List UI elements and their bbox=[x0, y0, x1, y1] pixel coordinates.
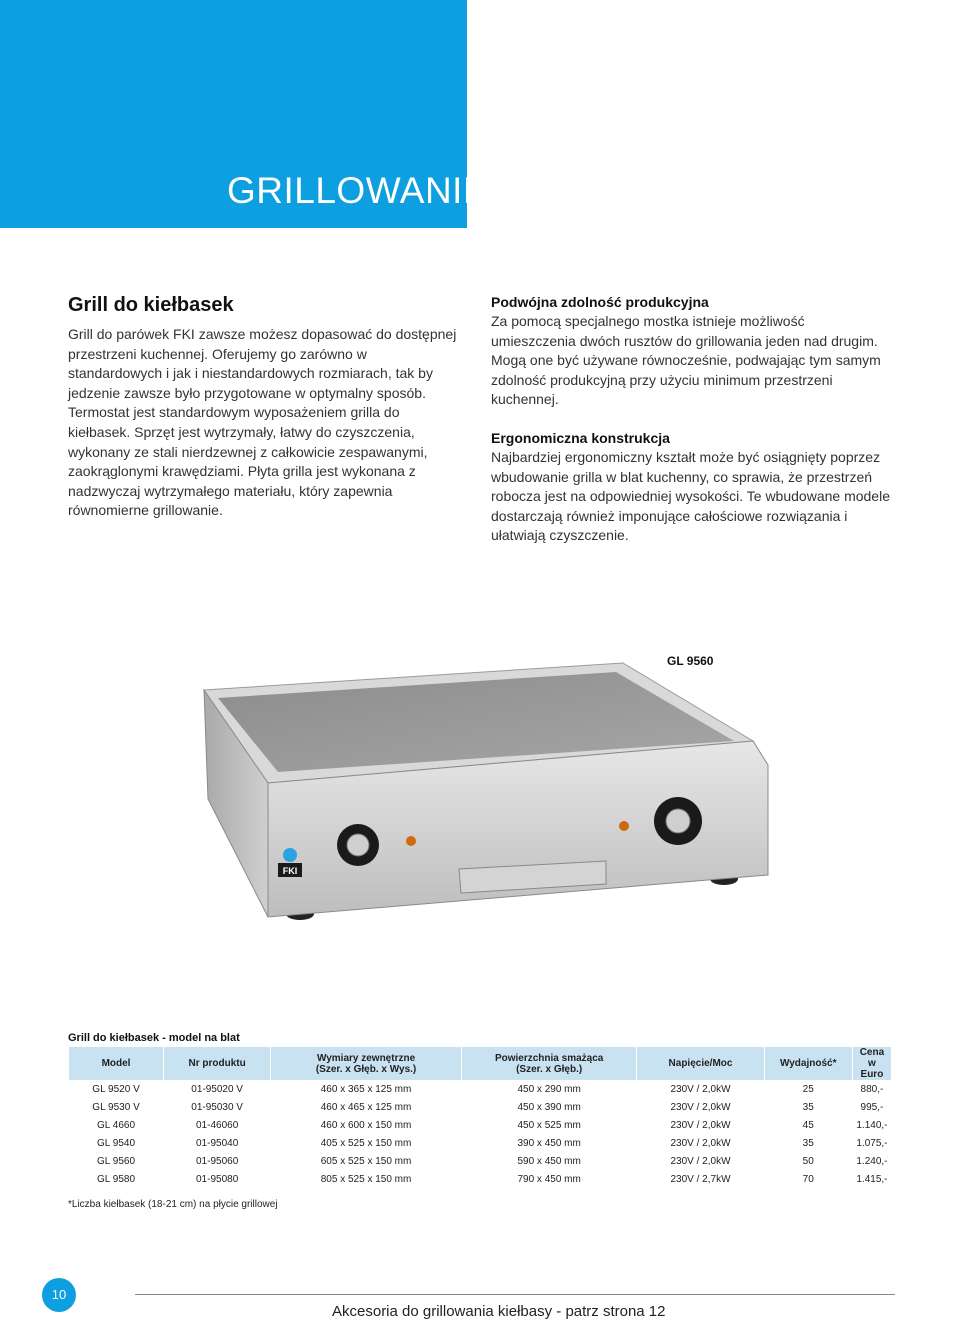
cell-voltage: 230V / 2,0kW bbox=[637, 1153, 764, 1171]
table-footnote: *Liczba kiełbasek (18-21 cm) na płycie grillowej bbox=[68, 1199, 278, 1210]
indicator-light bbox=[406, 836, 416, 846]
cell-nr: 01-95040 bbox=[164, 1135, 271, 1153]
cell-price: 995,- bbox=[852, 1099, 891, 1117]
fki-logo-icon bbox=[283, 848, 297, 862]
cell-price: 1.140,- bbox=[852, 1117, 891, 1135]
product-image bbox=[168, 655, 788, 945]
cell-model: GL 9560 bbox=[69, 1153, 164, 1171]
table-caption: Grill do kiełbasek - model na blat bbox=[68, 1032, 240, 1044]
col-header-model: Model bbox=[69, 1047, 164, 1081]
col-header-surface bbox=[461, 1047, 637, 1081]
footer-divider bbox=[135, 1294, 895, 1295]
cell-model: GL 9540 bbox=[69, 1135, 164, 1153]
col-header-capacity: Wydajność* bbox=[764, 1047, 852, 1081]
cell-model: GL 9520 V bbox=[69, 1081, 164, 1099]
table-header-row bbox=[69, 1047, 892, 1081]
cell-price: 880,- bbox=[852, 1081, 891, 1099]
cell-capacity: 25 bbox=[764, 1081, 852, 1099]
cell-price: 1.075,- bbox=[852, 1135, 891, 1153]
spec-table bbox=[68, 1046, 892, 1189]
table-row bbox=[69, 1099, 892, 1117]
cell-voltage: 230V / 2,0kW bbox=[637, 1135, 764, 1153]
product-model-label: GL 9560 bbox=[667, 654, 714, 668]
page-number: 10 bbox=[42, 1278, 76, 1312]
col-header-nr: Nr produktu bbox=[164, 1047, 271, 1081]
col-header-dims-line1: Wymiary zewnętrzne bbox=[316, 1052, 416, 1064]
cell-dims: 460 x 465 x 125 mm bbox=[271, 1099, 462, 1117]
cell-surface: 450 x 390 mm bbox=[461, 1099, 637, 1117]
features-column bbox=[491, 294, 891, 546]
cell-surface: 590 x 450 mm bbox=[461, 1153, 637, 1171]
table-row bbox=[69, 1117, 892, 1135]
feature-title-double-capacity: Podwójna zdolność produkcyjna bbox=[491, 294, 709, 310]
cell-nr: 01-95020 V bbox=[164, 1081, 271, 1099]
table-row bbox=[69, 1081, 892, 1099]
cell-nr: 01-95030 V bbox=[164, 1099, 271, 1117]
cell-capacity: 45 bbox=[764, 1117, 852, 1135]
feature-paragraph-ergonomic: Najbardziej ergonomiczny kształt może być osiągnięty poprzez wbudowanie grilla w blat kuchenny, co sprawia, że przestrzeń robocza jest na odpowiedniej wysokości. Te wbudowane modele dostarczają również imponujące całościowe rozwiązania i ułatwiają czyszczenie. bbox=[491, 448, 890, 544]
cell-capacity: 35 bbox=[764, 1135, 852, 1153]
cell-voltage: 230V / 2,0kW bbox=[637, 1099, 764, 1117]
cell-surface: 390 x 450 mm bbox=[461, 1135, 637, 1153]
page-title: GRILLOWANIE bbox=[227, 170, 489, 211]
cell-dims: 805 x 525 x 150 mm bbox=[271, 1171, 462, 1189]
cell-dims: 605 x 525 x 150 mm bbox=[271, 1153, 462, 1171]
cell-dims: 460 x 600 x 150 mm bbox=[271, 1117, 462, 1135]
col-header-voltage: Napięcie/Moc bbox=[637, 1047, 764, 1081]
cell-dims: 460 x 365 x 125 mm bbox=[271, 1081, 462, 1099]
cell-surface: 450 x 525 mm bbox=[461, 1117, 637, 1135]
temperature-knob bbox=[666, 809, 690, 833]
intro-column bbox=[68, 294, 458, 521]
cell-voltage: 230V / 2,0kW bbox=[637, 1117, 764, 1135]
footer-text: Akcesoria do grillowania kiełbasy - patrz strona 12 bbox=[332, 1303, 666, 1320]
cell-capacity: 35 bbox=[764, 1099, 852, 1117]
cell-surface: 450 x 290 mm bbox=[461, 1081, 637, 1099]
table-row bbox=[69, 1153, 892, 1171]
table-row bbox=[69, 1171, 892, 1189]
col-header-surface-line2: (Szer. x Głęb.) bbox=[516, 1063, 583, 1075]
cell-price: 1.240,- bbox=[852, 1153, 891, 1171]
cell-model: GL 9530 V bbox=[69, 1099, 164, 1117]
cell-dims: 405 x 525 x 150 mm bbox=[271, 1135, 462, 1153]
section-title: Grill do kiełbasek bbox=[68, 294, 234, 316]
col-header-surface-line1: Powierzchnia smażąca bbox=[494, 1052, 604, 1064]
cell-nr: 01-95060 bbox=[164, 1153, 271, 1171]
feature-title-ergonomic: Ergonomiczna konstrukcja bbox=[491, 429, 670, 446]
cell-model: GL 4660 bbox=[69, 1117, 164, 1135]
table-row bbox=[69, 1135, 892, 1153]
cell-capacity: 70 bbox=[764, 1171, 852, 1189]
col-header-price: Cena w Euro bbox=[852, 1047, 891, 1081]
intro-paragraph: Grill do parówek FKI zawsze możesz dopasować do dostępnej przestrzeni kuchennej. Oferujemy go zarówno w standardowych i jak i niestandardowych rozmiarach, tak by jedzenie zawsze było przygotowane w optymalny sposób. Termostat jest standardowym wyposażeniem grilla do kiełbasek. Sprzęt jest wytrzymały, łatwy do czyszczenia, wykonany ze stali nierdzewnej z całkowicie zespawanymi, zaokrąglonymi krawędziami. Płyta grilla jest wykonana z nadzwyczaj wytrzymałego materiału, który zapewnia równomierne grillowanie. bbox=[68, 326, 457, 519]
feature-paragraph-double-capacity: Za pomocą specjalnego mostka istnieje możliwość umieszczenia dwóch rusztów do grillowania jeden nad drugim. Mogą one być używane równocześnie, podwajając tym samym zdolność produkcyjną przy użyciu minimum przestrzeni kuchennej. bbox=[491, 313, 881, 408]
cell-voltage: 230V / 2,7kW bbox=[637, 1171, 764, 1189]
cell-voltage: 230V / 2,0kW bbox=[637, 1081, 764, 1099]
cell-model: GL 9580 bbox=[69, 1171, 164, 1189]
col-header-dims-line2: (Szer. x Głęb. x Wys.) bbox=[315, 1063, 417, 1075]
temperature-knob bbox=[347, 834, 369, 856]
cell-nr: 01-95080 bbox=[164, 1171, 271, 1189]
cell-price: 1.415,- bbox=[852, 1171, 891, 1189]
cell-capacity: 50 bbox=[764, 1153, 852, 1171]
indicator-light bbox=[619, 821, 629, 831]
col-header-dims bbox=[271, 1047, 462, 1081]
fki-logo-text: FKI bbox=[282, 866, 298, 876]
cell-nr: 01-46060 bbox=[164, 1117, 271, 1135]
cell-surface: 790 x 450 mm bbox=[461, 1171, 637, 1189]
